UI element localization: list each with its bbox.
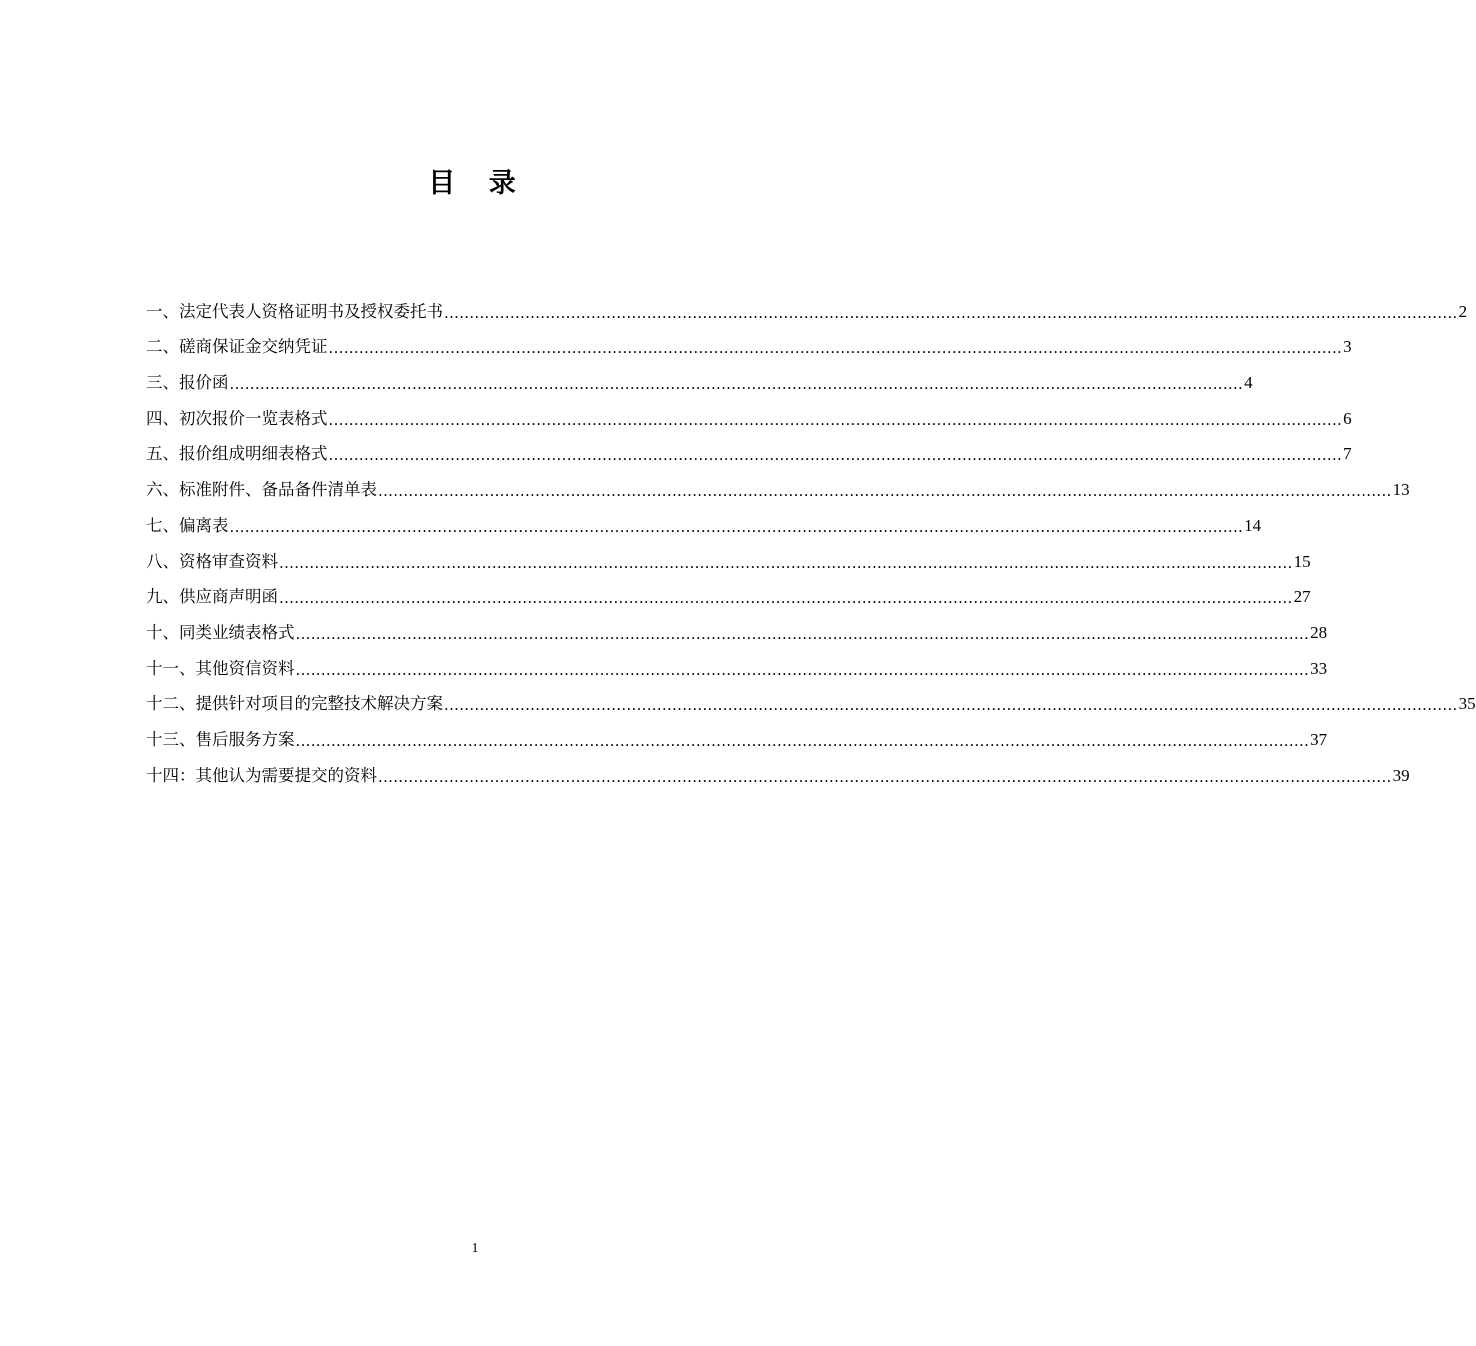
toc-title: 目 录 bbox=[428, 168, 528, 199]
toc-dot-leader: ........................................................................................................................................................................................................ bbox=[378, 482, 1392, 501]
page-number: 1 bbox=[471, 1241, 479, 1256]
toc-entry[interactable] bbox=[146, 714, 1328, 750]
toc-entry[interactable] bbox=[146, 322, 1352, 358]
toc-entry-page: 33 bbox=[1310, 658, 1328, 678]
toc-entry-page: 13 bbox=[1392, 480, 1410, 500]
toc-dot-leader: ........................................................................................................................................................................................................ bbox=[444, 303, 1458, 322]
toc-entry-label: 六、标准附件、备品备件清单表 bbox=[146, 480, 377, 500]
toc-dot-leader: ........................................................................................................................................................................................................ bbox=[444, 696, 1458, 715]
toc-dot-leader: ........................................................................................................................................................................................................ bbox=[328, 339, 1343, 358]
toc-entry[interactable] bbox=[146, 679, 1476, 715]
toc-entry[interactable] bbox=[146, 607, 1328, 643]
toc-entry[interactable] bbox=[146, 429, 1352, 465]
toc-entry-page: 7 bbox=[1343, 444, 1352, 464]
toc-entry[interactable] bbox=[146, 536, 1311, 572]
toc-dot-leader: ........................................................................................................................................................................................................ bbox=[295, 660, 1310, 679]
toc-dot-leader: ........................................................................................................................................................................................................ bbox=[279, 589, 1293, 608]
table-of-contents bbox=[146, 286, 1476, 786]
toc-entry-page: 35 bbox=[1458, 694, 1476, 714]
toc-entry-label: 七、偏离表 bbox=[146, 515, 229, 535]
toc-entry-label: 九、供应商声明函 bbox=[146, 587, 278, 607]
toc-dot-leader: ........................................................................................................................................................................................................ bbox=[229, 517, 1244, 536]
toc-entry-page: 28 bbox=[1310, 622, 1328, 642]
toc-entry[interactable] bbox=[146, 750, 1410, 786]
toc-entry[interactable] bbox=[146, 357, 1253, 394]
toc-entry-page: 2 bbox=[1458, 301, 1468, 321]
toc-entry-label: 十一、其他资信资料 bbox=[146, 658, 295, 678]
toc-entry-label: 四、初次报价一览表格式 bbox=[146, 408, 328, 428]
toc-entry-page: 27 bbox=[1293, 587, 1311, 607]
toc-entry-label: 八、资格审查资料 bbox=[146, 551, 278, 571]
toc-entry-label: 十二、提供针对项目的完整技术解决方案 bbox=[146, 694, 443, 714]
toc-entry-page: 37 bbox=[1310, 729, 1328, 749]
toc-entry-page: 3 bbox=[1343, 337, 1352, 357]
toc-dot-leader: ........................................................................................................................................................................................................ bbox=[229, 375, 1244, 394]
toc-entry-label: 五、报价组成明细表格式 bbox=[146, 444, 328, 464]
toc-entry[interactable] bbox=[146, 393, 1352, 429]
toc-entry-label: 三、报价函 bbox=[146, 373, 229, 393]
toc-entry-label: 二、磋商保证金交纳凭证 bbox=[146, 337, 328, 357]
toc-entry-label: 十三、售后服务方案 bbox=[146, 729, 295, 749]
toc-dot-leader: ........................................................................................................................................................................................................ bbox=[328, 446, 1343, 465]
toc-entry-page: 39 bbox=[1392, 765, 1410, 785]
toc-entry-label: 十、同类业绩表格式 bbox=[146, 622, 295, 642]
toc-entry[interactable] bbox=[146, 643, 1328, 679]
toc-dot-leader: ........................................................................................................................................................................................................ bbox=[328, 410, 1343, 429]
toc-entry-page: 15 bbox=[1293, 551, 1311, 571]
toc-entry[interactable] bbox=[146, 286, 1468, 322]
toc-entry[interactable] bbox=[146, 464, 1410, 501]
toc-entry-page: 14 bbox=[1244, 515, 1262, 535]
toc-entry-label: 十四：其他认为需要提交的资料 bbox=[146, 765, 377, 785]
toc-dot-leader: ........................................................................................................................................................................................................ bbox=[378, 767, 1392, 786]
toc-dot-leader: ........................................................................................................................................................................................................ bbox=[295, 731, 1310, 750]
toc-dot-leader: ........................................................................................................................................................................................................ bbox=[279, 553, 1293, 572]
toc-entry[interactable] bbox=[146, 572, 1311, 608]
toc-entry-label: 一、法定代表人资格证明书及授权委托书 bbox=[146, 301, 443, 321]
toc-entry-page: 6 bbox=[1343, 408, 1352, 428]
toc-entry-page: 4 bbox=[1244, 373, 1253, 393]
toc-dot-leader: ........................................................................................................................................................................................................ bbox=[295, 624, 1310, 643]
toc-entry[interactable] bbox=[146, 500, 1262, 536]
